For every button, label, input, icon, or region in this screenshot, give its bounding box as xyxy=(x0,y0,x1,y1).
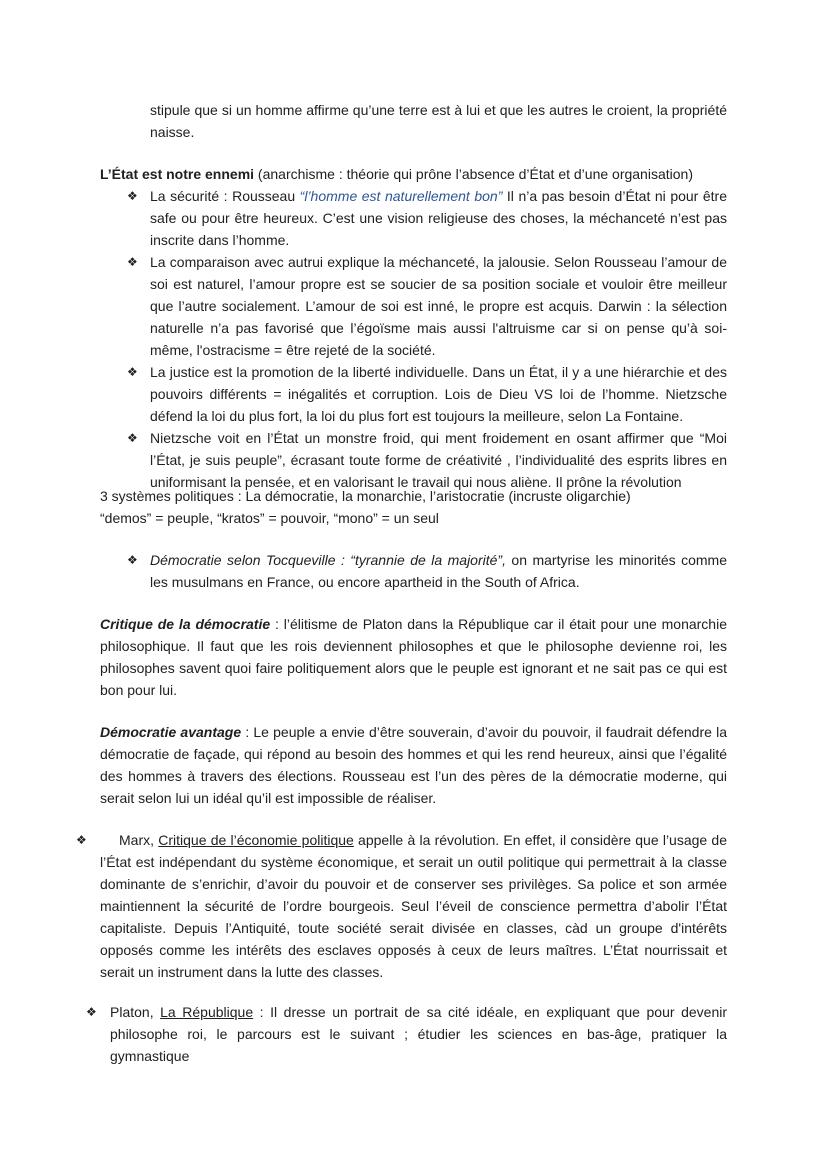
diamond-bullet-icon: ❖ xyxy=(127,431,138,445)
avantage-label: Démocratie avantage xyxy=(100,724,242,740)
bullet-text: on martyrise les minorités comme les musulmans en France, ou encore apartheid in the South of Africa. xyxy=(150,552,727,590)
diamond-bullet-icon: ❖ xyxy=(127,189,138,203)
bullet-text: La sécurité : Rousseau xyxy=(150,188,300,204)
list-item xyxy=(0,549,828,593)
systems-block xyxy=(0,485,828,529)
diamond-bullet-icon: ❖ xyxy=(86,1005,97,1019)
bullet-text: La comparaison avec autrui explique la méchanceté, la jalousie. Selon Rousseau l’amour de soi est naturel, l’amour propre est se soucier de sa position sociale et vouloir être meilleur que l’autre socialement. L’amour de soi est inné, le propre est acquis. Darwin : la sélection naturelle n’a pas favorisé que l’égoïsme mais aussi l'altruisme car si on pense qu’à soi-même, l'ostracisme = être rejeté de la société. xyxy=(150,254,727,358)
list-item xyxy=(0,427,828,493)
critique-paragraph xyxy=(0,613,828,701)
avantage-text: : Le peuple a envie d’être souverain, d’avoir du pouvoir, il faudrait défendre la démocratie de façade, qui répond au besoin des hommes et qui les rend heureux, ainsi que l’égalité des hommes à travers des élections. Rousseau est l’un des pères de la démocratie moderne, qui serait selon lui un idéal qu’il est impossible de réaliser. xyxy=(100,724,727,806)
intro-text: stipule que si un homme affirme qu’une terre est à lui et que les autres le croient, la propriété naisse. xyxy=(150,102,727,140)
list-item xyxy=(0,361,828,427)
bullet-text: Nietzsche voit en l’État un monstre froid, qui ment froidement en osant affirmer que “Moi l’État, je suis peuple”, écrasant toute forme de créativité , l’individualité des esprits libres en uniformisant la pensée, et en valorisant le travail qui nous aliène. Il prône la révolution xyxy=(150,430,727,490)
marx-text: appelle à la révolution. En effet, il considère que l’usage de l’État est indépendant du système économique, et serait un outil politique qui permettrait à la classe dominante de s’enrichir, d’avoir du pouvoir et de conserver ses privilèges. Sa police et son armée maintiennent la sécurité de l’ordre bourgeois. Seul l’éveil de conscience permettra d’abolir l’État capitaliste. Depuis l’Antiquité, toute société serait divisée en classes, càd un groupe d'intérêts opposés comme les intérêts des esclaves opposés à ceux de leurs maîtres. L’État nourrissait et serait un instrument dans la lutte des classes. xyxy=(100,832,728,980)
diamond-bullet-icon: ❖ xyxy=(127,365,138,379)
list-item xyxy=(0,185,828,251)
platon-author: Platon, xyxy=(110,1004,161,1020)
critique-label: Critique de la démocratie xyxy=(100,616,271,632)
list-item xyxy=(0,1001,828,1067)
systems-line: 3 systèmes politiques : La démocratie, la monarchie, l’aristocratie (incruste oligarchie) xyxy=(100,488,631,504)
section-heading xyxy=(0,163,828,185)
etymology-line: “demos” = peuple, “kratos” = pouvoir, “mono” = un seul xyxy=(100,510,439,526)
bullet-text: Il n’a pas besoin d’État ni pour être safe ou pour être heureux. C’est une vision religieuse des choses, la méchanceté n’est pas inscrite dans l’homme. xyxy=(150,188,728,248)
list-item xyxy=(0,829,828,983)
platon-text: : Il dresse un portrait de sa cité idéale, en expliquant que pour devenir philosophe roi, le parcours est le suivant ; étudier les sciences en bas-âge, pratiquer la gymnastique xyxy=(110,1004,727,1064)
marx-work-title: Critique de l’économie politique xyxy=(158,832,354,848)
diamond-bullet-icon: ❖ xyxy=(76,833,87,847)
section-subtitle: (anarchisme : théorie qui prône l’absence d’État et d’une organisation) xyxy=(254,166,693,182)
rousseau-quote: “l’homme est naturellement bon” xyxy=(299,188,503,204)
marx-author: Marx, xyxy=(119,832,159,848)
critique-text: : l’élitisme de Platon dans la République car il était pour une monarchie philosophique. Il faut que les rois deviennent philosophes et que le philosophe devienne roi, les philosophes savent quoi faire politiquement alors que le peuple est ignorant et ne sait pas ce qui est bon pour lui. xyxy=(100,616,727,698)
avantage-paragraph xyxy=(0,721,828,809)
intro-paragraph xyxy=(0,99,828,143)
diamond-bullet-icon: ❖ xyxy=(127,255,138,269)
section-title: L’État est notre ennemi xyxy=(100,166,255,182)
platon-work-title: La République xyxy=(160,1004,254,1020)
bullet-text: La justice est la promotion de la liberté individuelle. Dans un État, il y a une hiérarchie et des pouvoirs différents = inégalités et corruption. Lois de Dieu VS loi de l’homme. Nietzsche défend la loi du plus fort, la loi du plus fort est toujours la meilleure, selon La Fontaine. xyxy=(150,364,727,424)
tocqueville-quote: Démocratie selon Tocqueville : “tyrannie de la majorité”, xyxy=(150,552,506,568)
list-item xyxy=(0,251,828,361)
diamond-bullet-icon: ❖ xyxy=(127,553,138,567)
